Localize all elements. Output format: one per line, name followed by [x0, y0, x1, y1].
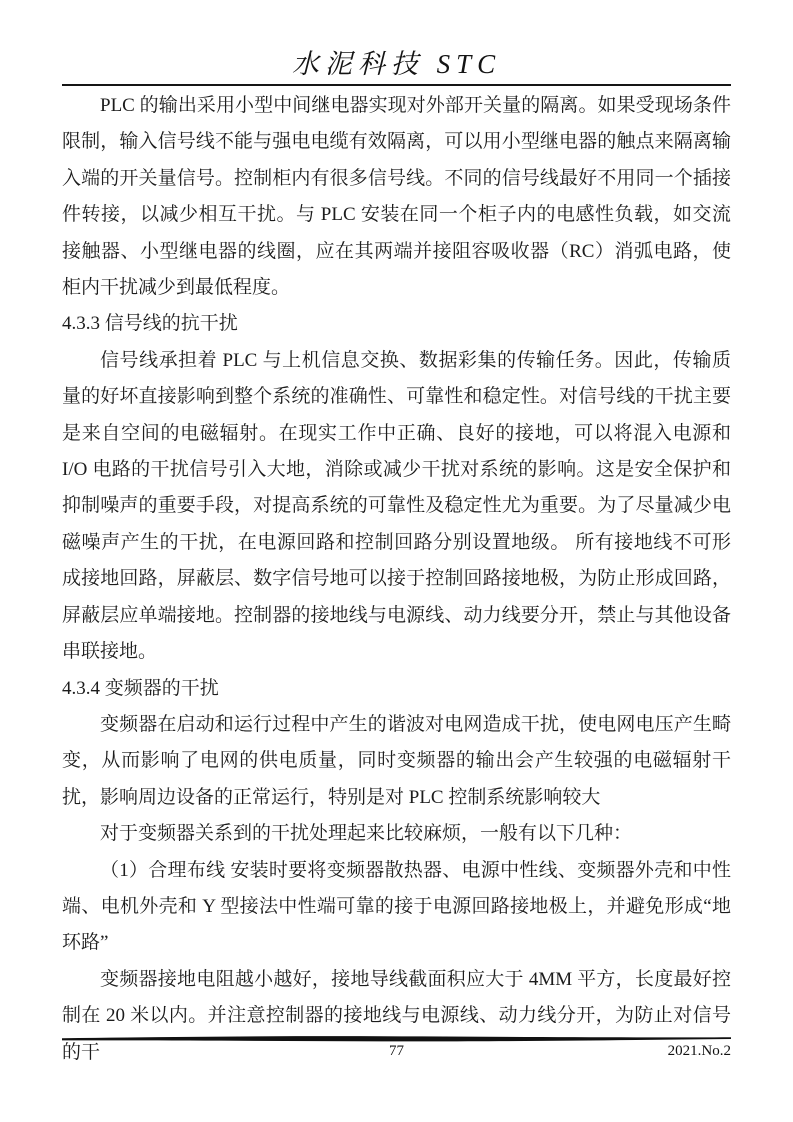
issue-number: 2021.No.2 — [667, 1043, 731, 1059]
footer-rule — [62, 1035, 731, 1043]
page-footer — [62, 1043, 731, 1063]
section-heading-4-3-4: 4.3.4 变频器的干扰 — [62, 677, 219, 699]
page-number: 77 — [389, 1043, 404, 1059]
paragraph-inverter-handling-intro: 对于变频器关系到的干扰处理起来比较麻烦，一般有以下几种： — [100, 823, 633, 845]
paragraph-grounding-resistance: 变频器接地电阻越小越好，接地导线截面积应大于 4MM 平方，长度最好控制在 20 米以内。并注意控制器的接地线与电源线、动力线分开，为防止对信号的干 — [62, 968, 731, 1063]
document-body — [62, 88, 731, 1071]
paragraph-signal-line-interference: 信号线承担着 PLC 与上机信息交换、数据彩集的传输任务。因此，传输质量的好坏直接影响到整个系统的准确性、可靠性和稳定性。对信号线的干扰主要是来自空间的电磁辐射。在现实工作中正确、良好的接地，可以将混入电源和 I/O 电路的干扰信号引入大地，消除或减少干扰对系统的影响。这是安全保护和抑制噪声的重要手段，对提高系统的可靠性及稳定性尤为重要。为了尽量减少电磁噪声产生的干扰，在电源回路和控制回路分别设置地级。 所有接地线不可形成接地回路，屏蔽层、数字信号地可以接于控制回路接地极，为防止形成回路，屏蔽层应单端接地。控制器的接地线与电源线、动力线要分开，禁止与其他设备串联接地。 — [62, 349, 731, 663]
journal-title: 水泥科技 STC — [291, 49, 502, 79]
paragraph-wiring-item-1: （1）合理布线 安装时要将变频器散热器、电源中性线、变频器外壳和中性端、电机外壳和 Y 型接法中性端可靠的接于电源回路接地极上，并避免形成“地环路” — [62, 859, 731, 954]
header-rule — [62, 84, 731, 86]
paragraph-inverter-harmonics: 变频器在启动和运行过程中产生的谐波对电网造成干扰，使电网电压产生畸变，从而影响了电网的供电质量，同时变频器的输出会产生较强的电磁辐射干扰，影响周边设备的正常运行，特别是对 PLC 控制系统影响较大 — [62, 713, 731, 808]
paragraph-plc-output-isolation: PLC 的输出采用小型中间继电器实现对外部开关量的隔离。如果受现场条件限制，输入信号线不能与强电电缆有效隔离，可以用小型继电器的触点来隔离输入端的开关量信号。控制柜内有很多信号线。不同的信号线最好不用同一个插接件转接，以减少相互干扰。与 PLC 安装在同一个柜子内的电感性负载，如交流接触器、小型继电器的线圈，应在其两端并接阻容吸收器（RC）消弧电路，使柜内干扰减少到最低程度。 — [62, 95, 731, 299]
section-heading-4-3-3: 4.3.3 信号线的抗干扰 — [62, 313, 238, 335]
